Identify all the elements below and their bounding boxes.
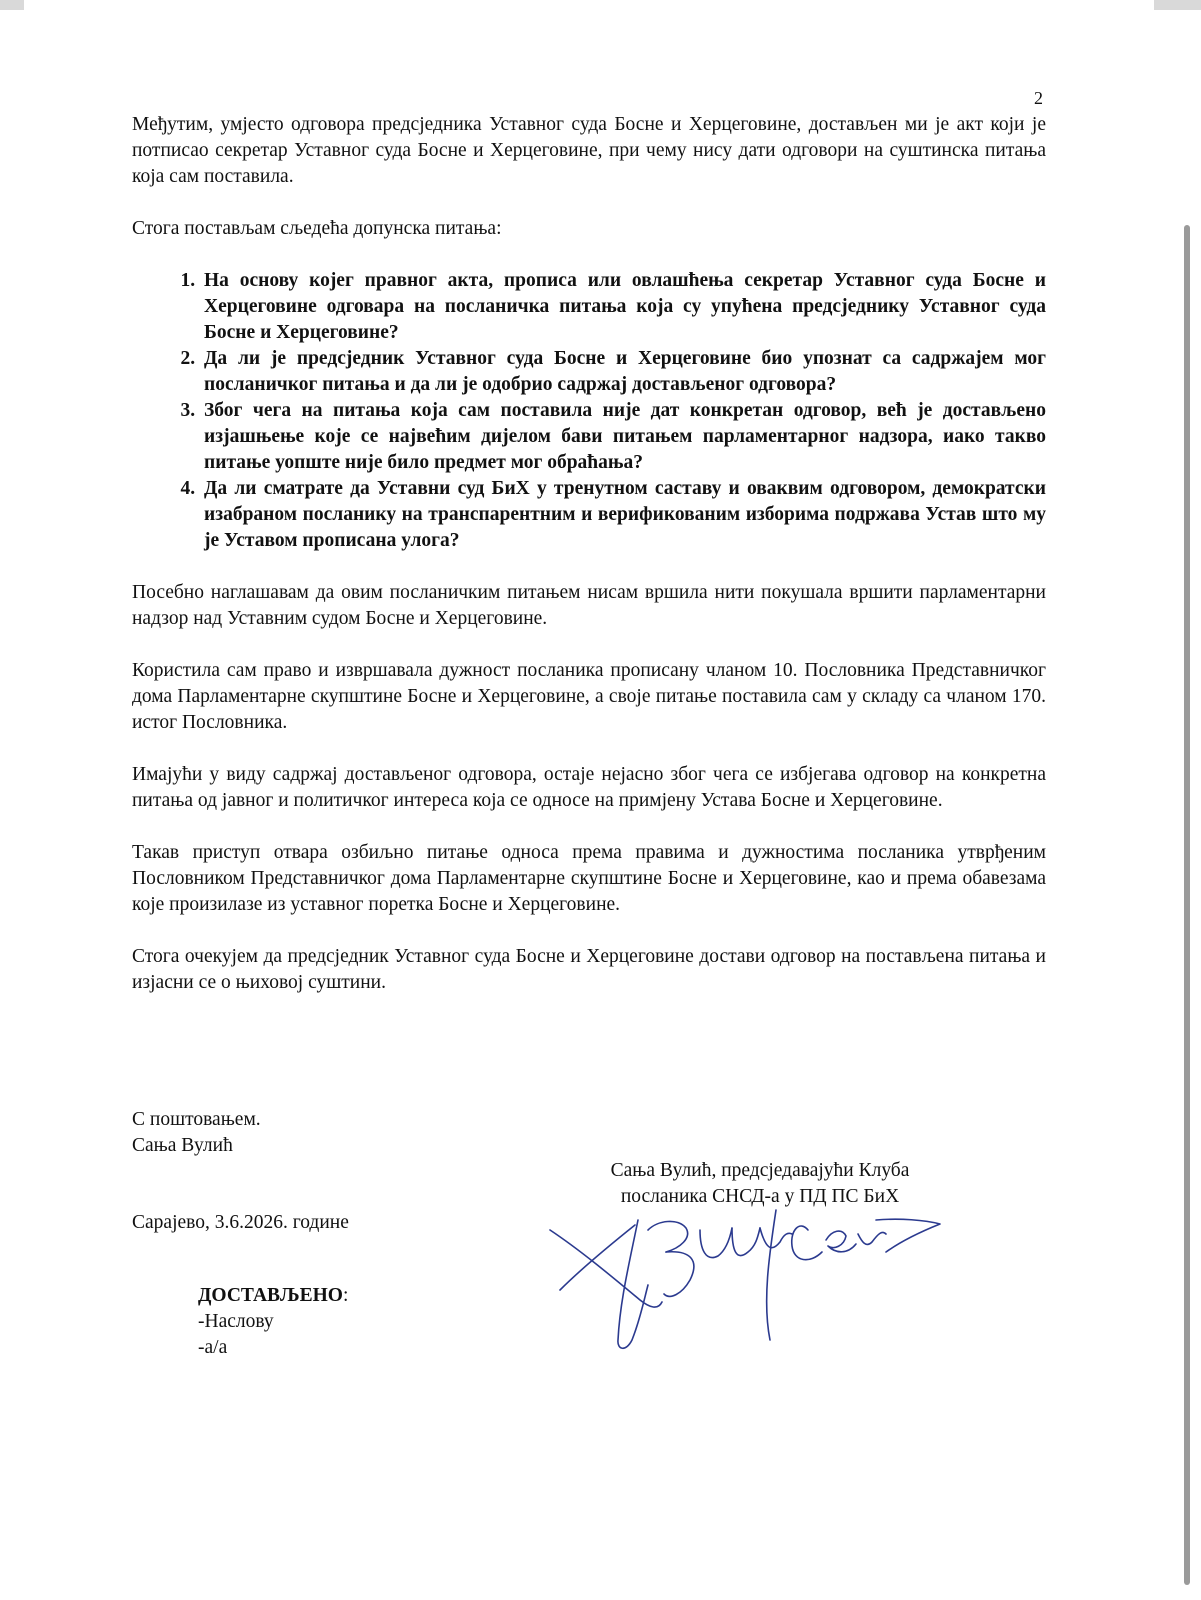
handwritten-signature: [540, 1190, 960, 1360]
delivered-block: [198, 1283, 348, 1361]
scrollbar-thumb[interactable]: [1184, 225, 1190, 1585]
date-line: Сарајево, 3.6.2026. године: [132, 1212, 349, 1233]
delivered-label-line: [198, 1283, 348, 1309]
question-list: [132, 268, 1046, 554]
signature-title-line-2: посланика СНСД-а у ПД ПС БиХ: [620, 1186, 900, 1207]
delivered-item: -а/а: [198, 1337, 228, 1358]
signature-title-line-1: Сања Вулић, предсједавајући Клуба: [610, 1160, 910, 1181]
page-number: 2: [1034, 88, 1043, 108]
paragraph-emphasis: Посебно наглашавам да овим посланичким питањем нисам вршила нити покушала вршити парламентарни надзор над Уставним судом Босне и Херцеговине.: [132, 582, 1046, 629]
paragraph-expectation: Стога очекујем да предсједник Уставног суда Босне и Херцеговине достави одговор на постављена питања и изјасни се о њиховој суштини.: [132, 946, 1046, 993]
closing: [132, 1107, 261, 1159]
paragraph-rights: Користила сам право и извршавала дужност посланика прописану чланом 10. Пословника Представничког дома Парламентарне скупштине Босне и Херцеговине, а своје питање поставила сам у складу са чланом 170. истог Пословника.: [132, 660, 1046, 733]
closing-name: Сања Вулић: [132, 1135, 233, 1156]
question-item: 2. Да ли је предсједник Уставног суда Босне и Херцеговине био упознат са садржајем мог посланичког питања и да ли је одобрио садржај достављеног одговора?: [200, 346, 1046, 398]
letter-body: [132, 112, 1046, 1022]
closing-greeting: С поштовањем.: [132, 1109, 261, 1130]
paragraph-approach: Такав приступ отвара озбиљно питање односа према правима и дужностима посланика утврђеним Пословником Представничког дома Парламентарне скупштине Босне и Херцеговине, као и према обавезама које произилазе из уставног поретка Босне и Херцеговине.: [132, 842, 1046, 915]
delivered-colon: :: [342, 1285, 349, 1306]
paragraph-intro: Међутим, умјесто одговора предсједника Уставног суда Босне и Херцеговине, достављен ми је акт који је потписао секретар Уставног суда Босне и Херцеговине, при чему нису дати одговори на суштинска питања која сам поставила.: [132, 114, 1046, 187]
delivered-label: ДОСТАВЉЕНО: [198, 1285, 343, 1306]
question-item: 3. Због чега на питања која сам поставила није дат конкретан одговор, већ је достављено изјашњење које се највећим дијелом бави питањем парламентарног надзора, иако такво питање уопште није било предмет мог обраћања?: [200, 398, 1046, 476]
delivered-item: -Наслову: [198, 1311, 274, 1332]
question-item: 1. На основу којег правног акта, прописа или овлашћења секретар Уставног суда Босне и Херцеговине одговара на посланичка питања која су упућена предсједнику Уставног суда Босне и Херцеговине?: [200, 268, 1046, 346]
question-item: 4. Да ли сматрате да Уставни суд БиХ у тренутном саставу и оваквим одговором, демократски изабраном посланику на транспарентним и верификованим изборима подржава Устав што му је Уставом прописана улога?: [200, 476, 1046, 554]
paragraph-unclear: Имајући у виду садржај достављеног одговора, остаје нејасно због чега се избјегава одговор на конкретна питања од јавног и политичког интереса која се односе на примјену Устава Босне и Херцеговине.: [132, 764, 1046, 811]
paragraph-questions-intro: Стога постављам сљедећа допунска питања:: [132, 218, 502, 239]
